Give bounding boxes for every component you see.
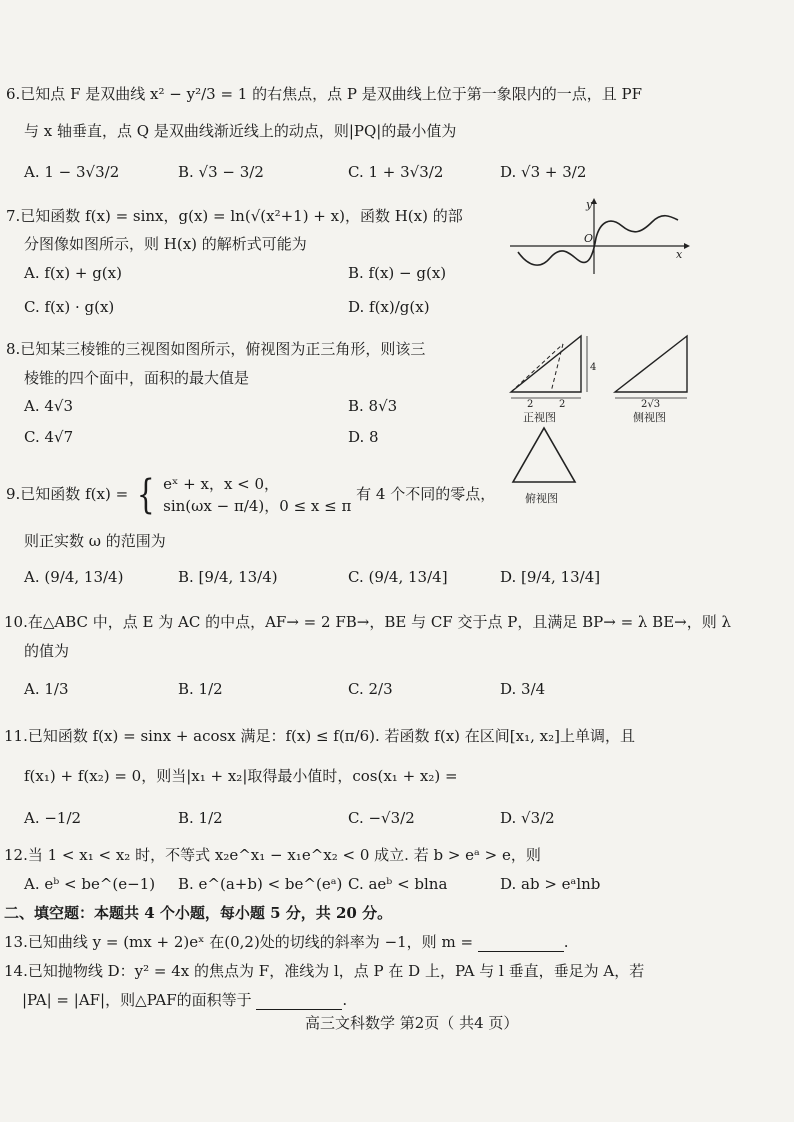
- q14-line2: |PA| = |AF|，则△PAF的面积等于: [22, 991, 252, 1009]
- q14-answer-blank[interactable]: [256, 995, 342, 1010]
- section2-heading: 二、填空题：本题共 4 个小题，每小题 5 分，共 20 分。: [4, 904, 393, 922]
- q8-option-d: D. 8: [348, 428, 379, 446]
- q9-suffix: 有 4 个不同的零点，: [356, 485, 496, 503]
- side-view-triangle: [615, 336, 687, 392]
- side-dim: 2√3: [641, 399, 661, 410]
- q14-statement-line2: [22, 990, 347, 1010]
- q13-period: .: [563, 933, 569, 951]
- q7-option-a: A. f(x) + g(x): [24, 264, 122, 282]
- q11-option-b: B. 1/2: [178, 809, 223, 827]
- q9-prefix: 9.已知函数 f(x) =: [6, 485, 129, 503]
- q6-option-d: D. √3 + 3/2: [500, 163, 587, 181]
- q10-option-a: A. 1/3: [24, 680, 69, 698]
- q9-option-a: A. (9/4, 13/4): [24, 568, 124, 586]
- q8-option-c: C. 4√7: [24, 428, 74, 446]
- front-view-hidden-edge: [511, 344, 563, 392]
- height-dim: 4: [590, 362, 597, 373]
- q11-option-a: A. −1/2: [24, 809, 82, 827]
- q7-option-d: D. f(x)/g(x): [348, 298, 430, 316]
- q10-option-c: C. 2/3: [348, 680, 393, 698]
- front-view-label: 正视图: [523, 411, 556, 424]
- q10-line2: 的值为: [24, 642, 70, 660]
- q9-statement: [6, 466, 495, 522]
- q9-case1: eˣ + x，x < 0，: [163, 475, 280, 493]
- q7-graph-figure: [510, 196, 692, 274]
- left-brace-icon: {: [136, 472, 155, 518]
- q9-line2: 则正实数 ω 的范围为: [24, 532, 166, 550]
- front-dim-a: 2: [527, 399, 534, 410]
- q10-option-d: D. 3/4: [500, 680, 546, 698]
- q6-option-b: B. √3 − 3/2: [178, 163, 264, 181]
- x-axis-label: x: [676, 248, 683, 261]
- q9-piecewise: [163, 473, 351, 517]
- q13-text: 13.已知曲线 y = (mx + 2)eˣ 在(0,2)处的切线的斜率为 −1，则 m =: [4, 933, 474, 951]
- q11-option-d: D. √3/2: [500, 809, 555, 827]
- origin-label: O: [584, 232, 594, 245]
- page-footer: 高三文科数学 第2页（ 共4 页）: [305, 1014, 519, 1032]
- q14-line1: 14.已知抛物线 D：y² = 4x 的焦点为 F，准线为 l，点 P 在 D 上，PA 与 l 垂直，垂足为 A，若: [4, 962, 645, 980]
- q13-statement: [4, 932, 569, 952]
- q12-option-b: B. e^(a+b) < be^(eᵃ): [178, 875, 343, 893]
- q6-line1: 6.已知点 F 是双曲线 x² − y²/3 = 1 的右焦点，点 P 是双曲线上位于第一象限内的一点，且 PF: [6, 85, 643, 103]
- q10-option-b: B. 1/2: [178, 680, 223, 698]
- q13-answer-blank[interactable]: [478, 937, 564, 952]
- q8-line2: 棱锥的四个面中，面积的最大值是: [24, 369, 250, 387]
- q12-option-a: A. eᵇ < be^(e−1): [24, 875, 156, 893]
- x-axis-arrow-icon: [684, 243, 690, 249]
- q6-line2: 与 x 轴垂直，点 Q 是双曲线渐近线上的动点，则|PQ|的最小值为: [24, 122, 457, 140]
- q9-case2: sin(ωx − π/4)，0 ≤ x ≤ π: [163, 497, 352, 515]
- q12-option-d: D. ab > eᵃlnb: [500, 875, 601, 893]
- q7-line2: 分图像如图所示，则 H(x) 的解析式可能为: [24, 235, 307, 253]
- q7-option-c: C. f(x) · g(x): [24, 298, 115, 316]
- q11-line1: 11.已知函数 f(x) = sinx + acosx 满足：f(x) ≤ f(π/6). 若函数 f(x) 在区间[x₁, x₂]上单调，且: [4, 727, 635, 745]
- q9-option-c: C. (9/4, 13/4]: [348, 568, 448, 586]
- q6-option-c: C. 1 + 3√3/2: [348, 163, 444, 181]
- q9-option-b: B. [9/4, 13/4): [178, 568, 278, 586]
- q12-option-c: C. aeᵇ < blna: [348, 875, 448, 893]
- front-view-dashed-line: [551, 344, 563, 392]
- q6-option-a: A. 1 − 3√3/2: [24, 163, 120, 181]
- top-view-triangle: [513, 428, 575, 482]
- q8-option-b: B. 8√3: [348, 397, 398, 415]
- q8-three-views-figure: [505, 330, 705, 508]
- q14-period: .: [342, 991, 348, 1009]
- front-view-triangle: [511, 336, 581, 392]
- top-view-label: 俯视图: [525, 492, 558, 505]
- front-dim-b: 2: [559, 399, 566, 410]
- q7-option-b: B. f(x) − g(x): [348, 264, 447, 282]
- q11-option-c: C. −√3/2: [348, 809, 415, 827]
- q12-line1: 12.当 1 < x₁ < x₂ 时，不等式 x₂e^x₁ − x₁e^x₂ < 0 成立. 若 b > eᵃ > e，则: [4, 846, 541, 864]
- q7-line1: 7.已知函数 f(x) = sinx，g(x) = ln(√(x²+1) + x)，函数 H(x) 的部: [6, 207, 463, 225]
- h-curve: [518, 216, 678, 265]
- y-axis-label: y: [586, 198, 593, 211]
- q9-option-d: D. [9/4, 13/4]: [500, 568, 601, 586]
- side-view-label: 侧视图: [633, 411, 666, 424]
- q8-option-a: A. 4√3: [24, 397, 74, 415]
- q8-line1: 8.已知某三棱锥的三视图如图所示，俯视图为正三角形，则该三: [6, 340, 426, 358]
- q11-line2: f(x₁) + f(x₂) = 0，则当|x₁ + x₂|取得最小值时，cos(x₁ + x₂) =: [24, 767, 458, 785]
- q10-line1: 10.在△ABC 中，点 E 为 AC 的中点，AF→ = 2 FB→，BE 与 CF 交于点 P，且满足 BP→ = λ BE→，则 λ: [4, 613, 731, 631]
